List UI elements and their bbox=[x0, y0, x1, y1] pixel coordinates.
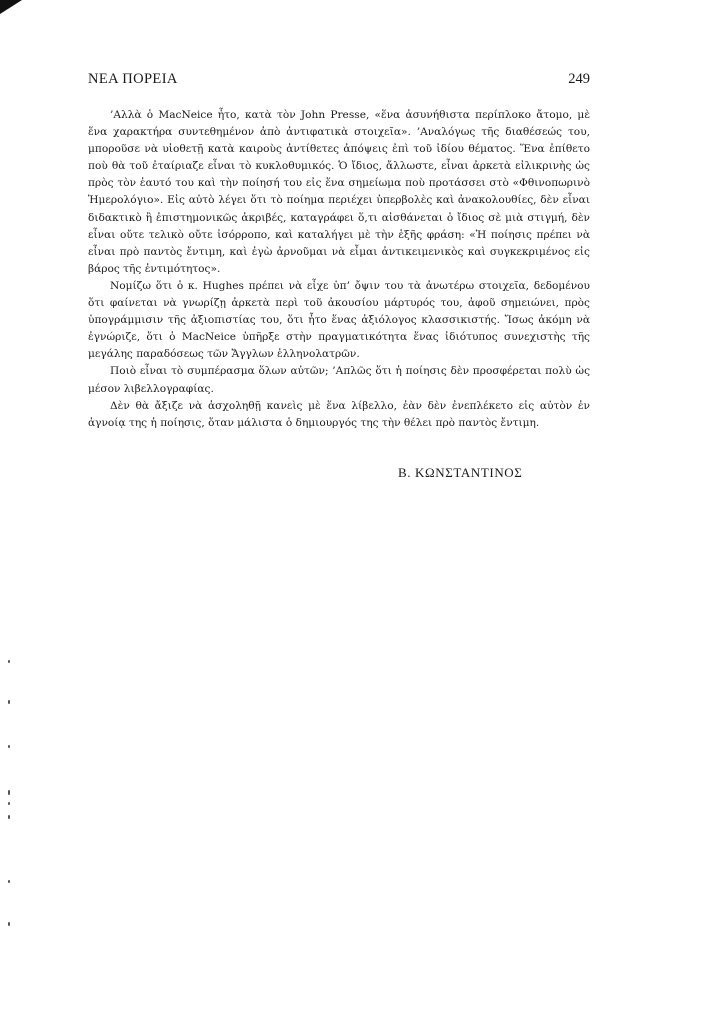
scan-corner-mark bbox=[0, 0, 22, 14]
article-body bbox=[88, 107, 590, 432]
scan-speck bbox=[8, 745, 10, 748]
scan-speck bbox=[8, 880, 10, 883]
scan-edge-specks bbox=[8, 660, 14, 940]
scan-speck bbox=[8, 660, 10, 663]
paragraph-4: Δὲν θὰ ἄξιζε νὰ ἀσχοληθῇ κανεὶς μὲ ἕνα λίβελλο, ἐὰν δὲν ἐνεπλέκετο εἰς αὐτὸν ἐν ἀγνοίᾳ της ἡ ποίησις, ὅταν μάλιστα ὁ δημιουργός της τὴν θέλει πρὸ παντὸς ἔντιμη. bbox=[88, 399, 590, 429]
running-title: ΝΕΑ ΠΟΡΕΙΑ bbox=[88, 71, 178, 87]
paragraph-3: Ποιὸ εἶναι τὸ συμπέρασμα ὅλων αὐτῶν; ’Απλῶς ὅτι ἡ ποίησις δὲν προσφέρεται πολὺ ὡς μέσον λιβελλογραφίας. bbox=[88, 365, 590, 395]
scan-speck bbox=[8, 815, 10, 819]
scan-speck bbox=[8, 700, 10, 704]
scan-speck bbox=[8, 922, 10, 926]
paragraph-2: Νομίζω ὅτι ὁ κ. Hughes πρέπει νὰ εἶχε ὑπ’ ὄψιν του τὰ ἀνωτέρω στοιχεῖα, δεδομένου ὅτι φαίνεται νὰ γνωρίζῃ ἀρκετὰ περὶ τοῦ ἀκουσίου μάρτυρός του, ἀφοῦ σημειώνει, πρὸς ὑπογράμμισιν τῆς ἀξιοπιστίας του, ὅτι ἦτο ἕνας ἀξιόλογος κλασσικιστής. Ἴσως ἀκόμη νὰ ἐγνώριζε, ὅτι ὁ MacNeice ὑπῆρξε στὴν πραγματικότητα ἕνας ἰδιότυπος συνεχιστὴς τῆς μεγάλης παραδόσεως τῶν Ἄγγλων ἑλληνολατρῶν. bbox=[88, 279, 590, 361]
paragraph-1: ’Αλλὰ ὁ MacNeice ἦτο, κατὰ τὸν John Presse, «ἕνα ἀσυνήθιστα περίπλοκο ἄτομο, μὲ ἕνα χαρακτήρα συντεθημένον ἀπὸ ἀντιφατικὰ στοιχεῖα». ’Αναλόγως τῆς διαθέσεώς του, μποροῦσε νὰ υἱοθετῇ κατὰ καιροὺς ἀντίθετες ἀπόψεις ἐπὶ τοῦ ἰδίου θέματος. Ἕνα ἐπίθετο ποὺ θὰ τοῦ ἐταίριαζε εἶναι τὸ κυκλοθυμικός. Ὁ ἴδιος, ἄλλωστε, εἶναι ἀρκετὰ εἰλικρινὴς ὡς πρὸς τὸν ἑαυτό του καὶ τὴν ποίησή του εἰς ἕνα σημείωμα ποὺ προτάσσει στὸ «Φθινοπωρινὸ Ἡμερολόγιο». Εἰς αὐτὸ λέγει ὅτι τὸ ποίημα περιέχει ὑπερβολὲς καὶ ἀνακολουθίες, δὲν εἶναι διδακτικὸ ἢ ἐπιστημονικῶς ἀκριβές, καταγράφει ὅ,τι αἰσθάνεται ὁ ἴδιος σὲ μιὰ στιγμή, δὲν εἶναι οὔτε τελικὸ οὔτε ἰσόρροπο, καὶ καταλήγει μὲ τὴν ἑξῆς φράση: «Ἡ ποίησις πρέπει νὰ εἶναι πρὸ παντὸς ἔντιμη, καὶ ἐγὼ ἀρνοῦμαι νὰ εἶμαι ἀντικειμενικὸς καὶ συγκεκριμένος εἰς βάρος τῆς ἐντιμότητος». bbox=[88, 109, 590, 275]
page-header bbox=[88, 71, 590, 93]
scan-speck bbox=[8, 790, 10, 795]
scan-speck bbox=[8, 802, 10, 805]
author-signature: Β. ΚΩΝΣΤΑΝΤΙΝΟΣ bbox=[398, 465, 523, 480]
page-number: 249 bbox=[568, 71, 590, 87]
